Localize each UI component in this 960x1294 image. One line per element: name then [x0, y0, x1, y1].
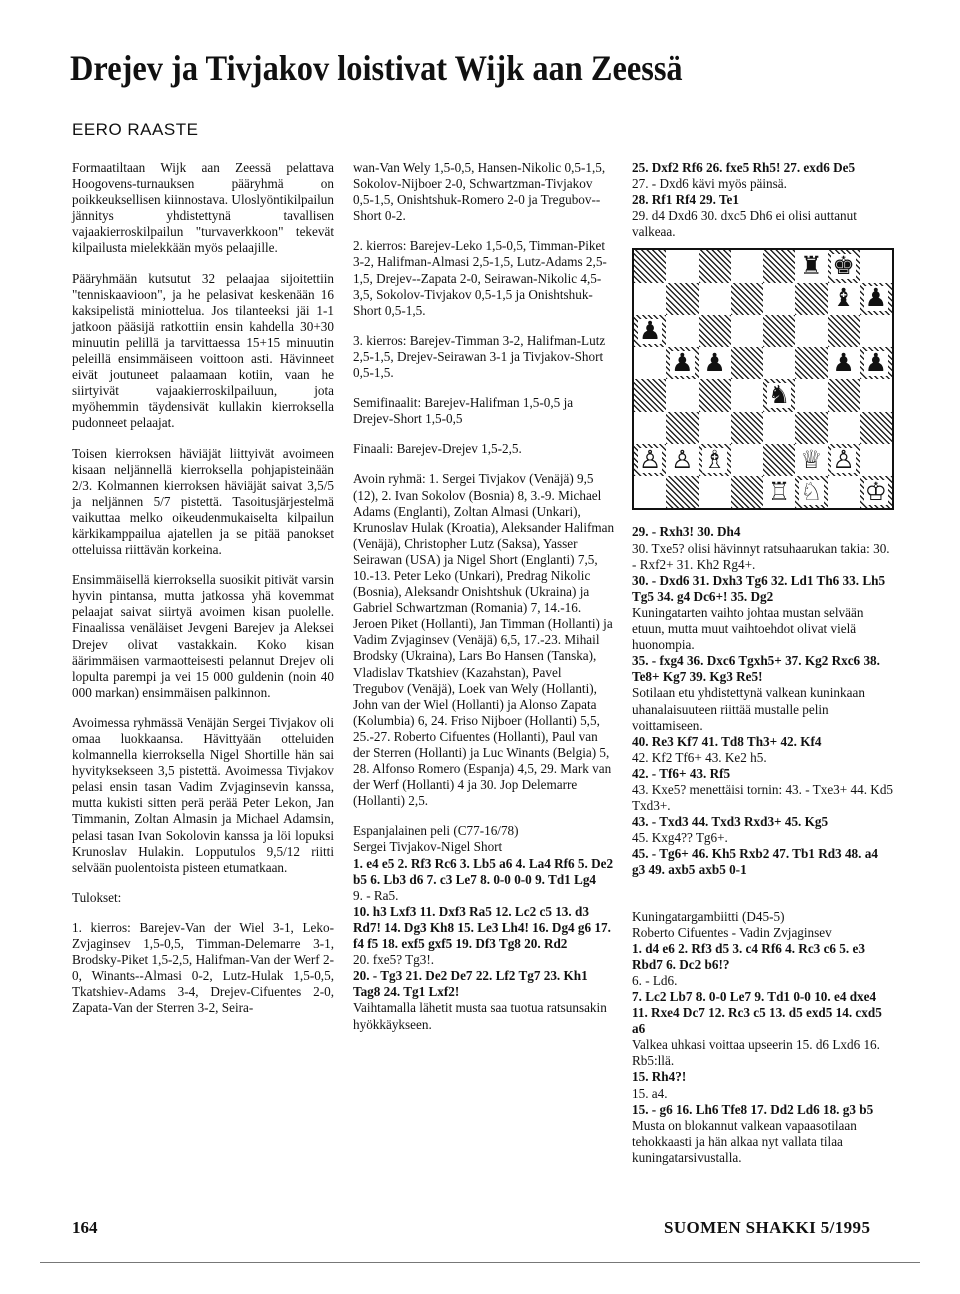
square-c1 [699, 476, 731, 508]
square-a2 [634, 444, 666, 476]
paragraph: 1. kierros: Barejev-Van der Wiel 3-1, Leko-Zvjaginsev 1,5-0,5, Timman-Delemarre 3-1, Brodsky-Piket 1,5-2,5, Halifman-Van der Werf 2-0, Winants--Almasi 0-2, Lutz-Hulak 1,5-0,5, Tkatshiev-Adams 3-4, Drejev-Cifuentes 2-0, Zapata-Van der Sterren 3-2, Seira- [72, 919, 334, 1016]
white-pawn-icon: ♙ [671, 446, 694, 474]
chess-board [632, 248, 894, 510]
square-c4 [699, 379, 731, 411]
square-h5 [860, 347, 892, 379]
game-moves: 42. - Tf6+ 43. Rf5 [632, 765, 731, 781]
square-d5 [731, 347, 763, 379]
square-c2 [699, 444, 731, 476]
game-moves: 28. Rf1 Rf4 29. Te1 [632, 192, 739, 208]
game-note: 27. - Dxd6 kävi myös päinsä. [632, 176, 787, 192]
black-pawn-icon: ♟ [864, 349, 888, 377]
square-c3 [699, 412, 731, 444]
square-c6 [699, 315, 731, 347]
game-moves: 40. Re3 Kf7 41. Td8 Th3+ 42. Kf4 [632, 733, 822, 749]
game-1 [353, 823, 615, 1032]
square-f2 [795, 444, 827, 476]
square-g1 [828, 476, 860, 508]
game-moves: 7. Lc2 Lb7 8. 0-0 Le7 9. Td1 0-0 10. e4 dxe4 11. Rxe4 Dc7 12. Rc3 c5 13. d5 exd5 14. cxd5 a6 [632, 989, 882, 1037]
square-e7 [763, 283, 795, 315]
game-note: 45. Kxg4?? Tg6+. [632, 830, 728, 846]
paragraph: Ensimmäisellä kierroksella suosikit pitivät varsin hyvin pintansa, mutta jatkossa yhä kovemmat pelaajat saivat siirtyä avoimen kisan puolelle. Finaalissa venäläiset Jevgeni Barejev ja Aleksei Drejev olivat vastakkain. Koko kisan äärimmäisen varmaotteisesti pelannut Drejev oli lopulta parempi ja vei 15 000 guldenin (noin 40 000 markan) ensimmäisen palkinnon. [72, 572, 334, 700]
square-c7 [699, 283, 731, 315]
page-number: 164 [72, 1218, 98, 1237]
square-b8 [666, 250, 698, 282]
square-g8 [828, 250, 860, 282]
square-f6 [795, 315, 827, 347]
square-a4 [634, 379, 666, 411]
black-rook-icon: ♜ [800, 253, 823, 281]
square-d8 [731, 250, 763, 282]
square-f5 [795, 347, 827, 379]
game-note: 30. Txe5? olisi hävinnyt ratsuhaarukan takia: 30. - Rxf2+ 31. Kh2 Rg4+. [632, 540, 890, 572]
paragraph: Avoin ryhmä: 1. Sergei Tivjakov (Venäjä) 9,5 (12), 2. Ivan Sokolov (Bosnia) 8, 3.-9. Michael Adams (Englanti), Zoltan Almasi (Unkari), Krunoslav Hulak (Kroatia), Aleksander Halifman (Venäjä), Christopher Lutz (Saksa), Yasser Seirawan (USA) ja Nigel Short (Englanti) 7,5, 10.-13. Peter Leko (Unkari), Predrag Nikolic (Bosnia), Aleksandr Onishtshuk (Ukraina) ja Gabriel Schwartzman (Romania) 7, 14.-16. Jeroen Piket (Hollanti), Jan Timman (Hollanti) ja Vadim Zvjaginsev (Venäjä) 6,5, 17.-23. Mihail Brodsky (Ukraina), Lars Bo Hansen (Tanska), Vladislav Tkatshiev (Kazahstan), Pavel Tregubov (Venäjä), Loek van Wely (Hollanti), John van der Wiel (Hollanti) ja Alonso Zapata (Kolumbia) 6, 24. Friso Nijboer (Hollanti) 5,5, 25.-27. Roberto Cifuentes (Hollanti), Paul van der Sterren (Hollanti) ja Luc Winants (Belgia) 5, 28. Alfonso Romero (Espanja) 4,5, 29. Mark van der Werf (Hollanti) 4 ja 30. Jop Delemarre (Hollanti) 2,5. [353, 471, 615, 809]
column-1 [72, 160, 334, 1031]
square-e8 [763, 250, 795, 282]
black-pawn-icon: ♟ [638, 317, 662, 345]
square-b6 [666, 315, 698, 347]
white-rook-icon: ♖ [767, 478, 791, 506]
square-b7 [666, 283, 698, 315]
black-knight-icon: ♞ [767, 382, 791, 410]
square-d2 [731, 444, 763, 476]
game-note: 9. - Ra5. [353, 887, 399, 903]
paragraph: Finaali: Barejev-Drejev 1,5-2,5. [353, 441, 522, 457]
black-pawn-icon: ♟ [864, 285, 888, 313]
game-heading: Sergei Tivjakov-Nigel Short [353, 839, 503, 855]
square-g7 [828, 283, 860, 315]
game-note: Vaihtamalla lähetit musta saa tuotua ratsunsakin hyökkäykseen. [353, 1000, 607, 1032]
game-note: Kuningatarten vaihto johtaa mustan selvään etuun, mutta muut vaihtoehdot olivat vielä huonompia. [632, 604, 864, 653]
paragraph: 2. kierros: Barejev-Leko 1,5-0,5, Timman-Piket 3-2, Halifman-Almasi 2,5-1,5, Lutz-Adams 2,5-1,5, Drejev--Zapata 2-0, Seirawan-Nikolic 4,5-3,5, Sokolov-Tivjakov 0,5-1,5 ja Onishtshuk-Short 0,5-1,5. [353, 238, 607, 318]
game-moves: 1. d4 e6 2. Rf3 d5 3. c4 Rf6 4. Rc3 c6 5. e3 Rbd7 6. Dc2 b6!? [632, 940, 865, 972]
game-moves: 29. - Rxh3! 30. Dh4 [632, 524, 741, 540]
game-moves: 10. h3 Lxf3 11. Dxf3 Ra5 12. Lc2 c5 13. d3 Rd7! 14. Dg3 Kh8 15. Le3 Lh4! 16. Dg4 g6 17. f4 f5 18. exf5 gxf5 19. Df3 Tg8 20. Rd2 [353, 903, 611, 952]
square-f3 [795, 412, 827, 444]
paragraph: Tulokset: [72, 889, 122, 905]
magazine-issue: SUOMEN SHAKKI 5/1995 [664, 1218, 871, 1237]
square-h7 [860, 283, 892, 315]
square-e1 [763, 476, 795, 508]
square-f1 [795, 476, 827, 508]
square-h3 [860, 412, 892, 444]
square-a5 [634, 347, 666, 379]
square-a3 [634, 412, 666, 444]
square-e5 [763, 347, 795, 379]
square-b5 [666, 347, 698, 379]
square-b3 [666, 412, 698, 444]
paragraph: Pääryhmään kutsutut 32 pelaajaa sijoitettiin "tenniskaavioon", ja he pelasivat keskenään 16 kaksipelistä miniottelua. Jos tilanteeksi jäi 1-1 jatkoon pääsijä ratkottiin ensin kahdella 30+30 minuutin pelillä ja tarvittaessa 15+15 minuutin peleillä ensimmäiseen voittoon asti. Hävinneet eivät joutuneet palaamaan kotiin, vaan he siirtyivät vajaakierroskilpailuun, jota myöhemmin täydensivät kullakin kierroksella pudonneet pelaajat. [72, 270, 334, 431]
white-knight-icon: ♘ [800, 478, 823, 506]
square-d6 [731, 315, 763, 347]
black-pawn-icon: ♟ [703, 349, 726, 377]
paragraph: Avoimessa ryhmässä Venäjän Sergei Tivjakov oli omaa luokkaansa. Hävittyään otteluiden kolmannella kierroksella Nigel Shortille hän sai hyvityksekseen 3,5 pistettä. Avoimessa Tivjakov pelasi ensin tasan Vadim Zvjaginsevin kanssa, mutta kukisti sitten perä perää Peter Lekon, Jan Timmanin, Zoltan Almasin ja Michael Adamsin, pelasi tasan Ivan Sokolovin kanssa ja löi lopuksi Krunoslav Hulakin. Lopputulos 9,5/12 riitti selvään puolentoista pisteen etumatkaan. [72, 714, 334, 875]
game-moves: 20. - Tg3 21. De2 De7 22. Lf2 Tg7 23. Kh1 Tag8 24. Tg1 Lxf2! [353, 968, 588, 1000]
square-h4 [860, 379, 892, 411]
square-h8 [860, 250, 892, 282]
square-a1 [634, 476, 666, 508]
game-note: Musta on blokannut valkean vapaasotilaan tehokkaasti ja hän alkaa nyt vallata tilaa kuningatarsivustalla. [632, 1117, 857, 1165]
paragraph: 3. kierros: Barejev-Timman 3-2, Halifman-Lutz 2,5-1,5, Drejev-Seirawan 3-1 ja Tivjakov-Short 0,5-1,5. [353, 332, 606, 381]
square-h1 [860, 476, 892, 508]
square-d4 [731, 379, 763, 411]
game-moves: 45. - Tg6+ 46. Kh5 Rxb2 47. Tb1 Rd3 48. a4 g3 49. axb5 axb5 0-1 [632, 846, 878, 878]
game-note: Sotilaan etu yhdistettynä valkean kuninkaan uhanalaisuuteen riittää mustalle pelin voittamiseen. [632, 685, 865, 733]
black-king-icon: ♚ [832, 253, 855, 281]
square-a7 [634, 283, 666, 315]
game-note: 42. Kf2 Tf6+ 43. Ke2 h5. [632, 749, 767, 765]
white-pawn-icon: ♙ [638, 446, 662, 474]
square-b1 [666, 476, 698, 508]
square-f4 [795, 379, 827, 411]
game-note: Valkea uhkasi voittaa upseerin 15. d6 Lxd6 16. Rb5:llä. [632, 1037, 880, 1069]
square-e4 [763, 379, 795, 411]
white-king-icon: ♔ [864, 478, 888, 506]
square-c8 [699, 250, 731, 282]
game-moves: 30. - Dxd6 31. Dxh3 Tg6 32. Ld1 Th6 33. Lh5 Tg5 34. g4 Dc6+! 35. Dg2 [632, 572, 886, 604]
square-g5 [828, 347, 860, 379]
game-moves: 43. - Txd3 44. Txd3 Rxd3+ 45. Kg5 [632, 814, 829, 830]
paragraph: Formaatiltaan Wijk aan Zeessä pelattava Hoogovens-turnauksen pääryhmä on poikkeuksellisen kiinnostava. Uloslyöntikilpailun jännitys yhdistettynä tavallisen vajaakierroskilpailun "turvaverkkoon" tekevät kilpailusta mielekkään myös pelaajille. [72, 160, 334, 256]
square-g4 [828, 379, 860, 411]
square-g6 [828, 315, 860, 347]
square-f8 [795, 250, 827, 282]
black-pawn-icon: ♟ [671, 349, 694, 377]
game-moves: 15. - g6 16. Lh6 Tfe8 17. Dd2 Ld6 18. g3 b5 [632, 1101, 874, 1117]
square-d3 [731, 412, 763, 444]
game-note: 20. fxe5? Tg3!. [353, 952, 435, 968]
square-f7 [795, 283, 827, 315]
game-moves: 35. - fxg4 36. Dxc6 Tgxh5+ 37. Kg2 Rxc6 38. Te8+ Kg7 39. Kg3 Re5! [632, 653, 880, 685]
game-moves: 25. Dxf2 Rf6 26. fxe5 Rh5! 27. exd6 De5 [632, 160, 856, 175]
square-a8 [634, 250, 666, 282]
square-e3 [763, 412, 795, 444]
game-heading: Roberto Cifuentes - Vadin Zvjaginsev [632, 924, 832, 940]
game-heading: Kuningatargambiitti (D45-5) [632, 908, 785, 924]
white-queen-icon: ♕ [800, 446, 823, 474]
square-e2 [763, 444, 795, 476]
paragraph: Toisen kierroksen häviäjät liittyivät avoimeen kisaan neljännellä kierroksella pohjapisteinään 2/3. Kolmannen kierroksen häviäjät saivat 3,5/5 ja neljännen 5/7 pistettä. Tasoitusjärjestelmä vaikuttaa melko oikeudenmukaiselta kilpailun kärkikamppailua ajatellen ja se pitää panokset otteluissa riittävän korkeina. [72, 445, 334, 558]
square-g3 [828, 412, 860, 444]
square-b4 [666, 379, 698, 411]
white-bishop-icon: ♗ [703, 446, 726, 474]
game-heading: Espanjalainen peli (C77-16/78) [353, 823, 519, 839]
game-moves: 15. Rh4?! [632, 1069, 687, 1085]
game-note: 29. d4 Dxd6 30. dxc5 Dh6 ei olisi auttanut valkeaa. [632, 208, 857, 240]
game-note: 15. a4. [632, 1085, 668, 1101]
paragraph: Semifinaalit: Barejev-Halifman 1,5-0,5 ja Drejev-Short 1,5-0,5 [353, 395, 574, 427]
column-3 [632, 160, 894, 1166]
square-h6 [860, 315, 892, 347]
square-c5 [699, 347, 731, 379]
white-pawn-icon: ♙ [832, 446, 855, 474]
square-d7 [731, 283, 763, 315]
square-e6 [763, 315, 795, 347]
game-2 [632, 909, 894, 1167]
paragraph: wan-Van Wely 1,5-0,5, Hansen-Nikolic 0,5-1,5, Sokolov-Nijboer 2-0, Schwartzman-Tivjakov 0,5-1,5, Onishtshuk-Romero 2-0 ja Tregubov--Short 0-2. [353, 160, 606, 224]
game-note: 43. Kxe5? menettäisi tornin: 43. - Txe3+ 44. Kd5 Txd3+. [632, 781, 894, 814]
article-author: EERO RAASTE [72, 120, 199, 139]
column-2 [353, 160, 615, 1033]
square-a6 [634, 315, 666, 347]
article-title: Drejev ja Tivjakov loistivat Wijk aan Zeessä [70, 48, 683, 88]
square-g2 [828, 444, 860, 476]
chess-diagram [632, 248, 894, 510]
square-h2 [860, 444, 892, 476]
square-b2 [666, 444, 698, 476]
game-note: 6. - Ld6. [632, 972, 678, 988]
square-d1 [731, 476, 763, 508]
black-pawn-icon: ♟ [832, 349, 855, 377]
bottom-rule [40, 1262, 920, 1263]
black-bishop-icon: ♝ [832, 285, 855, 313]
game-moves: 1. e4 e5 2. Rf3 Rc6 3. Lb5 a6 4. La4 Rf6 5. De2 b5 6. Lb3 d6 7. c3 Le7 8. 0-0 0-0 9. Td1 Lg4 [353, 855, 614, 887]
